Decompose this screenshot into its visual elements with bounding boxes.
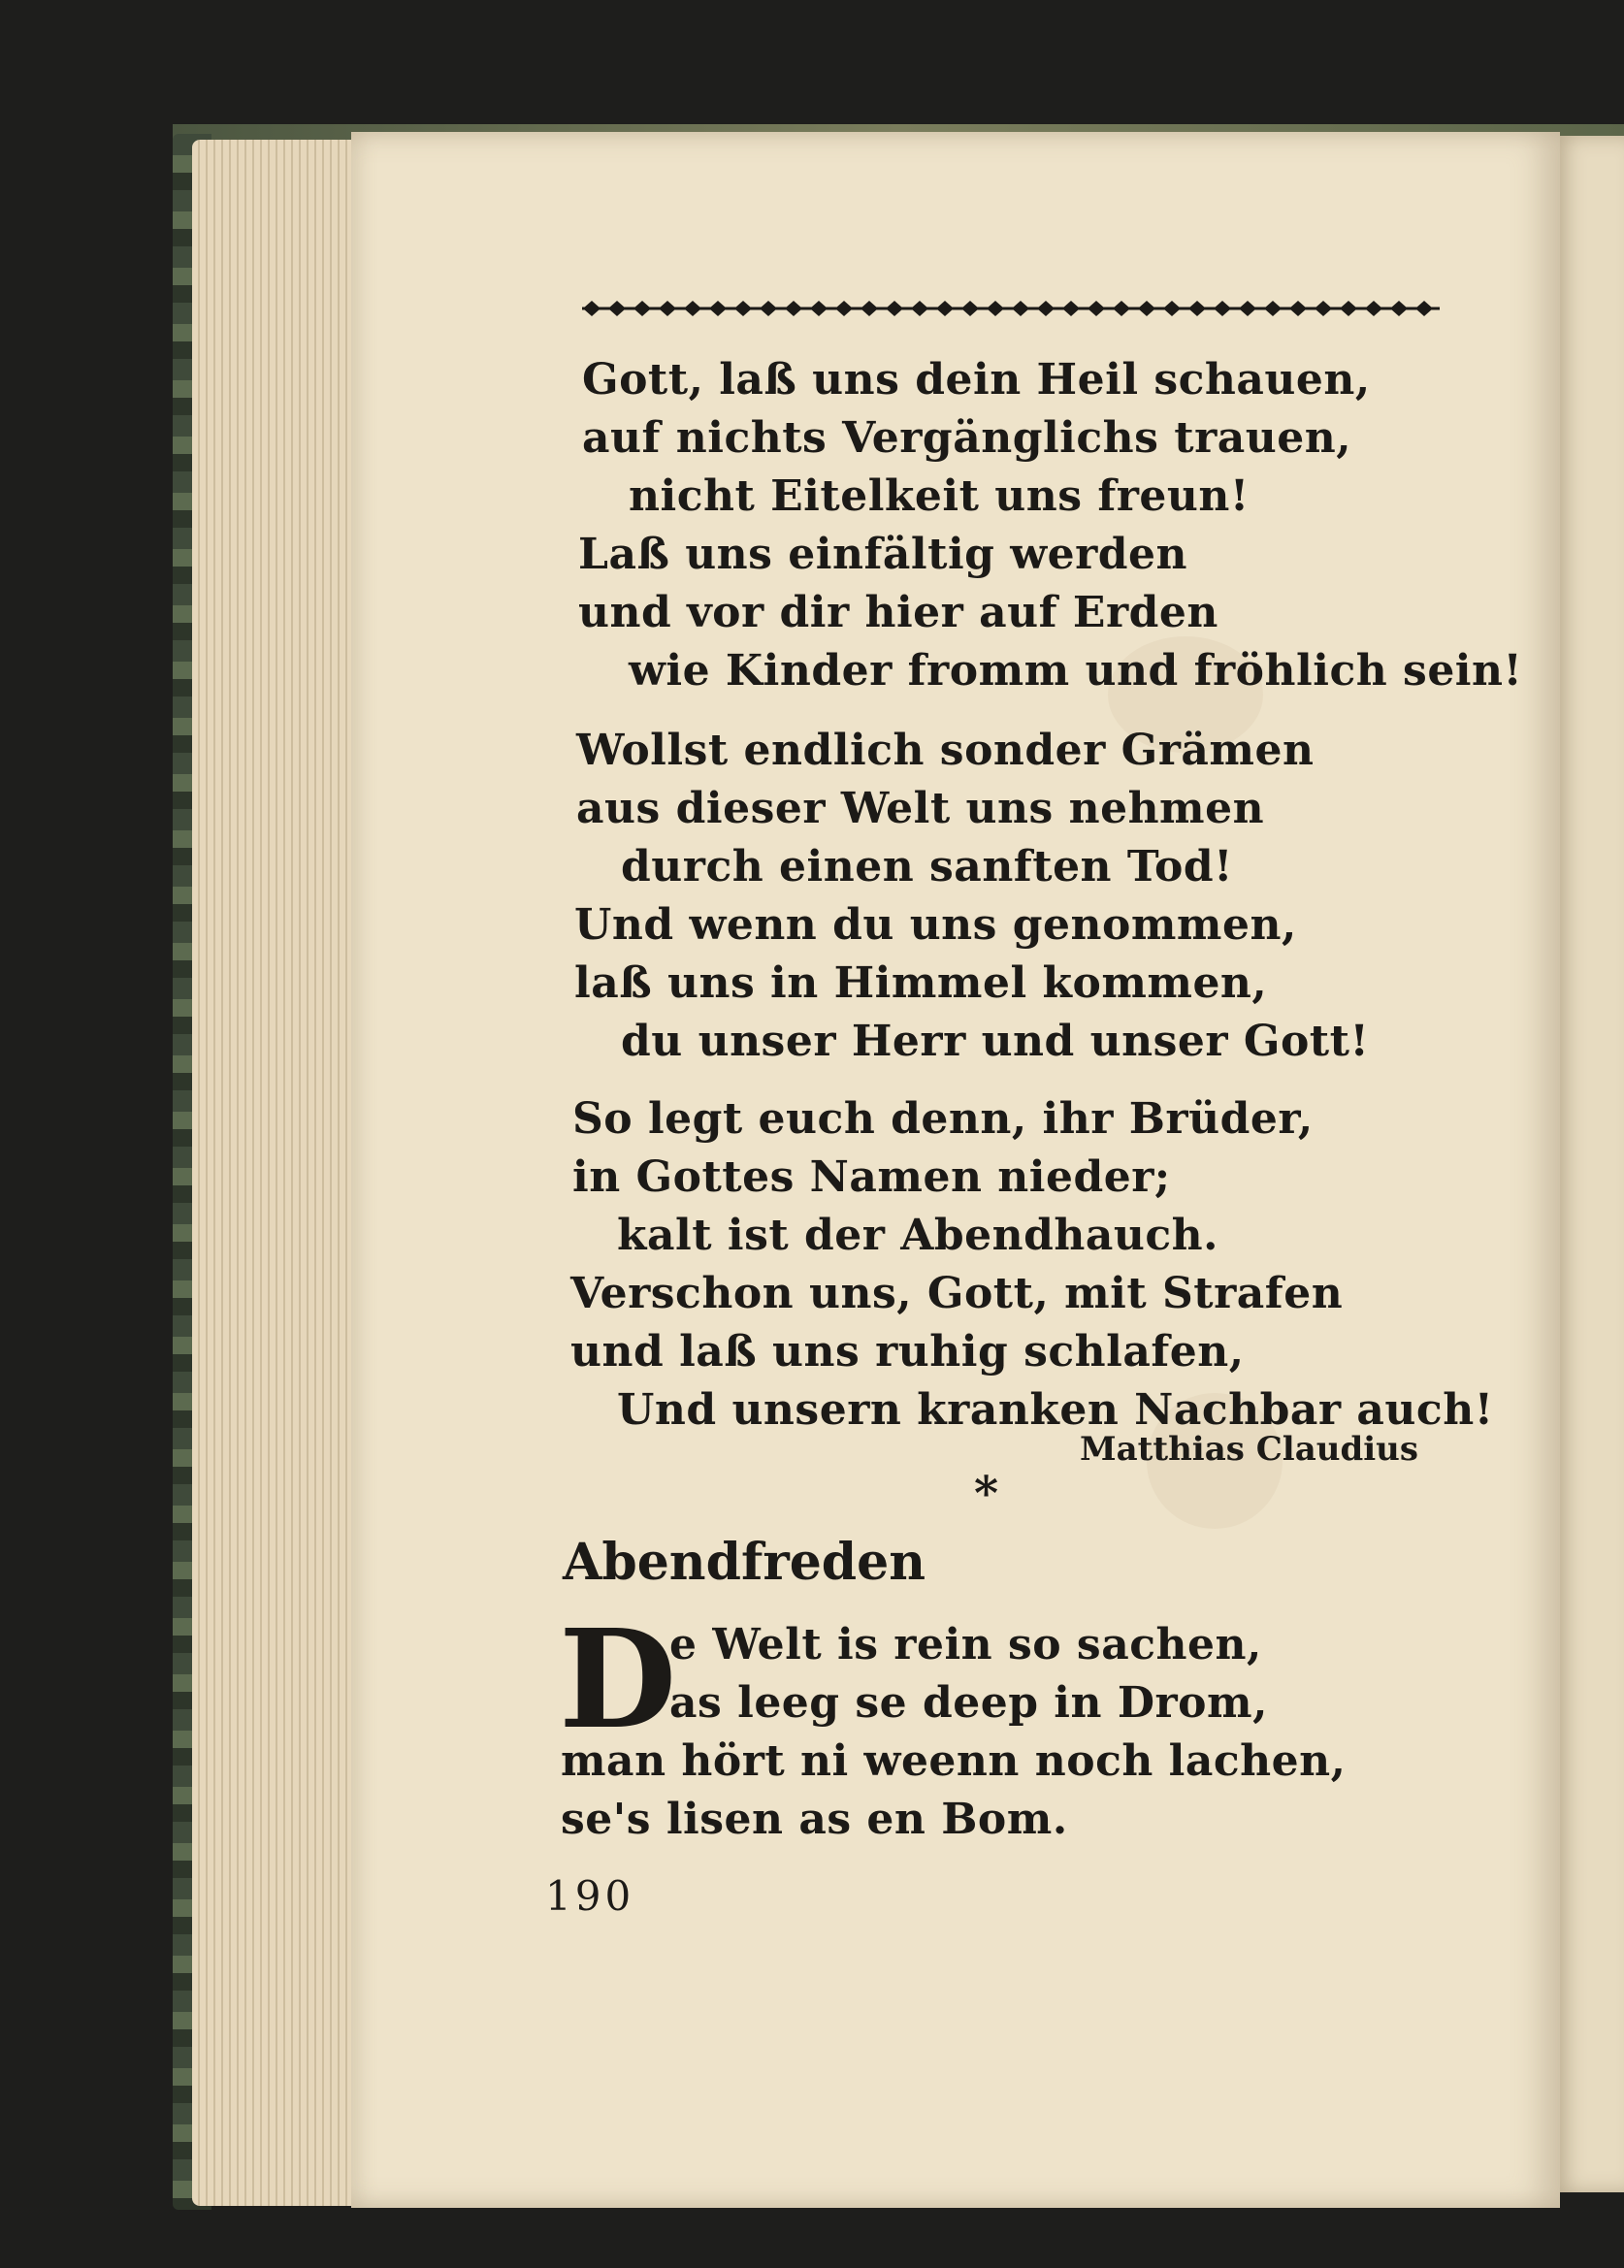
- stanza2-line: aus dieser Welt uns nehmen: [576, 784, 1265, 833]
- poem-title: Abendfreden: [563, 1533, 926, 1592]
- stanza1-line: auf nichts Vergänglichs trauen,: [582, 413, 1352, 463]
- stanza3-line: und laß uns ruhig schlafen,: [570, 1327, 1245, 1377]
- stanza2-line: laß uns in Himmel kommen,: [574, 958, 1268, 1008]
- section-separator: *: [974, 1467, 999, 1521]
- stanza3-line: Und unsern kranken Nachbar auch!: [617, 1385, 1494, 1435]
- stanza1-line: und vor dir hier auf Erden: [578, 588, 1218, 637]
- stanza3-line: kalt ist der Abendhauch.: [617, 1211, 1218, 1260]
- poem2-line: man hört ni weenn noch lachen,: [561, 1736, 1347, 1786]
- stanza1-line: Gott, laß uns dein Heil schauen,: [582, 355, 1371, 405]
- stanza2-line: Und wenn du uns genommen,: [574, 900, 1297, 950]
- stanza2-line: Wollst endlich sonder Grämen: [576, 726, 1315, 775]
- drop-cap: D: [559, 1601, 677, 1760]
- poem-author: Matthias Claudius: [1080, 1430, 1418, 1469]
- stanza3-line: Verschon uns, Gott, mit Strafen: [570, 1269, 1344, 1318]
- stanza3-line: So legt euch denn, ihr Brüder,: [572, 1094, 1314, 1144]
- page-number: 190: [545, 1872, 635, 1920]
- poem2-line: se's lisen as en Bom.: [561, 1795, 1068, 1844]
- poem2-line: e Welt is rein so sachen,: [669, 1620, 1262, 1669]
- stanza2-line: du unser Herr und unser Gott!: [621, 1017, 1370, 1066]
- stanza1-line: nicht Eitelkeit uns freun!: [629, 471, 1250, 521]
- stanza1-line: Laß uns einfältig werden: [578, 530, 1188, 579]
- poem2-line: as leeg se deep in Drom,: [669, 1678, 1268, 1728]
- stanza1-line: wie Kinder fromm und fröhlich sein!: [629, 646, 1523, 696]
- stanza3-line: in Gottes Namen nieder;: [572, 1152, 1171, 1202]
- stanza2-line: durch einen sanften Tod!: [621, 842, 1233, 891]
